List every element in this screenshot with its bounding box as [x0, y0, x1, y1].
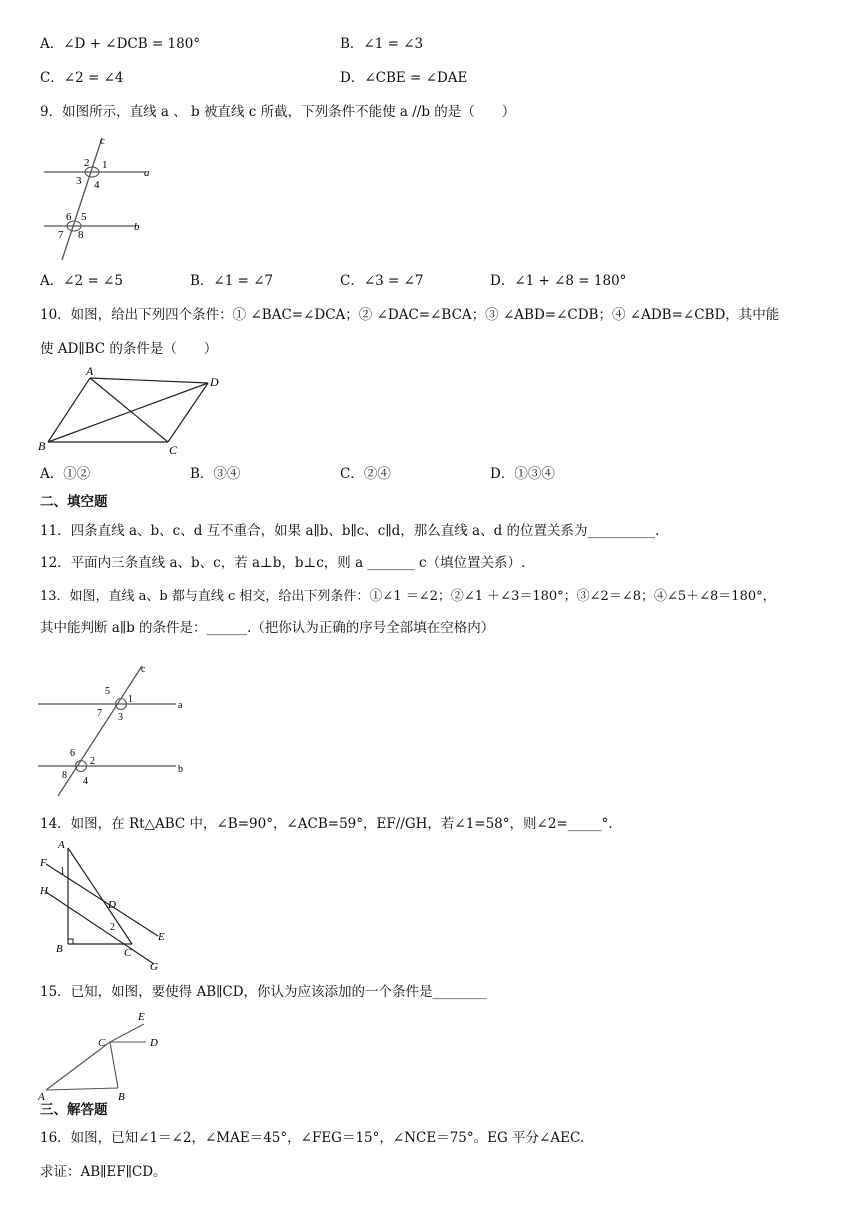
q15-fig-label-C: C: [98, 1037, 106, 1049]
q13-stem-line2: 其中能判断 a∥b 的条件是：______.（把你认为正确的序号全部填在空格内）: [40, 620, 495, 636]
q13-fig-angle-2: 2: [90, 756, 95, 767]
q14-stem: 14．如图，在 Rt△ABC 中，∠B=90°，∠ACB=59°，EF//GH，若∠1=58°，则∠2=_____°.: [40, 816, 613, 832]
q9-option-b: B．∠1 = ∠7: [190, 273, 274, 289]
q13-fig-angle-8: 8: [62, 770, 67, 781]
q10-fig-label-D: D: [210, 375, 219, 389]
q9-fig-label-a: a: [144, 167, 150, 179]
q13-fig-angle-4: 4: [83, 776, 88, 787]
q13-fig-angle-1: 1: [128, 694, 133, 705]
q8-option-d: D．∠CBE = ∠DAE: [340, 70, 468, 86]
q15-fig-label-A: A: [38, 1091, 45, 1103]
q14-fig-label-A: A: [58, 839, 65, 851]
q13-fig-label-a: a: [178, 700, 183, 711]
q9-option-c: C．∠3 = ∠7: [340, 273, 424, 289]
q8-option-a: A．∠D + ∠DCB = 180°: [40, 36, 201, 52]
q15-figure: [36, 1006, 176, 1102]
q14-fig-label-B: B: [56, 943, 63, 955]
q9-fig-label-b: b: [134, 221, 140, 233]
q8-option-c: C．∠2 = ∠4: [40, 70, 124, 86]
q16-prove: 求证：AB∥EF∥CD。: [40, 1164, 167, 1180]
q14-fig-label-C: C: [124, 947, 132, 959]
q9-fig-label-c: c: [100, 135, 105, 147]
q15-fig-label-E: E: [138, 1011, 145, 1023]
q14-fig-angle-2: 2: [110, 922, 115, 933]
q13-figure: [36, 660, 196, 800]
q9-figure: [38, 132, 158, 264]
q9-stem: 9．如图所示，直线 a 、 b 被直线 c 所截，下列条件不能使 a //b 的是（ ）: [40, 104, 516, 120]
q9-option-d: D．∠1 + ∠8 = 180°: [490, 273, 627, 289]
q15-fig-label-B: B: [118, 1091, 125, 1103]
q9-fig-angle-4: 4: [94, 179, 100, 191]
q14-fig-label-E: E: [158, 931, 165, 943]
q13-stem-line1: 13．如图，直线 a、b 都与直线 c 相交，给出下列条件：①∠1 ＝∠2；②∠1 ＋∠3＝180°；③∠2＝∠8；④∠5＋∠8＝180°，: [40, 589, 776, 604]
q14-fig-angle-1: 1: [60, 866, 65, 877]
q13-fig-label-c: c: [141, 664, 146, 675]
q15-stem: 15．已知，如图，要使得 AB∥CD，你认为应该添加的一个条件是________: [40, 984, 487, 1000]
q13-fig-label-b: b: [178, 764, 183, 775]
q9-option-a: A．∠2 = ∠5: [40, 273, 123, 289]
q15-fig-label-D: D: [150, 1037, 158, 1049]
q10-option-b: B．③④: [190, 466, 241, 482]
q8-option-b: B．∠1 = ∠3: [340, 36, 424, 52]
q10-option-a: A．①②: [40, 466, 91, 482]
section-answer-heading: 三、解答题: [40, 1102, 108, 1118]
q14-fig-label-H: H: [40, 885, 48, 897]
q9-fig-angle-5: 5: [81, 211, 87, 223]
q9-fig-angle-1: 1: [102, 159, 108, 171]
q14-figure: [36, 836, 176, 974]
q14-fig-label-G: G: [150, 961, 158, 973]
q13-fig-angle-3: 3: [118, 712, 123, 723]
q13-fig-angle-5: 5: [105, 686, 110, 697]
q13-fig-angle-6: 6: [70, 748, 75, 759]
q10-option-c: C．②④: [340, 466, 391, 482]
q13-fig-angle-7: 7: [97, 708, 102, 719]
section-fill-in-heading: 二、填空题: [40, 494, 108, 510]
q14-fig-label-F: F: [40, 857, 47, 869]
q11-stem: 11．四条直线 a、b、c、d 互不重合，如果 a∥b、b∥c、c∥d，那么直线 a、d 的位置关系为__________.: [40, 523, 660, 539]
q14-fig-label-D: D: [108, 899, 116, 911]
q9-fig-angle-6: 6: [66, 211, 72, 223]
q12-stem: 12．平面内三条直线 a、b、c，若 a⊥b，b⊥c，则 a _______ c（填位置关系）.: [40, 555, 526, 571]
q9-fig-angle-8: 8: [78, 229, 84, 241]
q10-option-d: D．①③④: [490, 466, 555, 482]
q10-figure: [36, 366, 236, 456]
q9-fig-angle-2: 2: [84, 157, 90, 169]
q9-fig-angle-3: 3: [76, 175, 82, 187]
q10-fig-label-C: C: [169, 443, 178, 457]
q9-fig-angle-7: 7: [58, 229, 64, 241]
q10-stem-line2: 使 AD∥BC 的条件是（ ）: [40, 341, 218, 357]
q10-stem-line1: 10．如图，给出下列四个条件：① ∠BAC=∠DCA；② ∠DAC=∠BCA；③ ∠ABD=∠CDB；④ ∠ADB=∠CBD，其中能: [40, 307, 780, 323]
q16-stem: 16．如图，已知∠1＝∠2，∠MAE＝45°，∠FEG＝15°，∠NCE＝75°。EG 平分∠AEC.: [40, 1130, 585, 1146]
q10-fig-label-B: B: [38, 439, 46, 453]
q10-fig-label-A: A: [86, 364, 94, 378]
